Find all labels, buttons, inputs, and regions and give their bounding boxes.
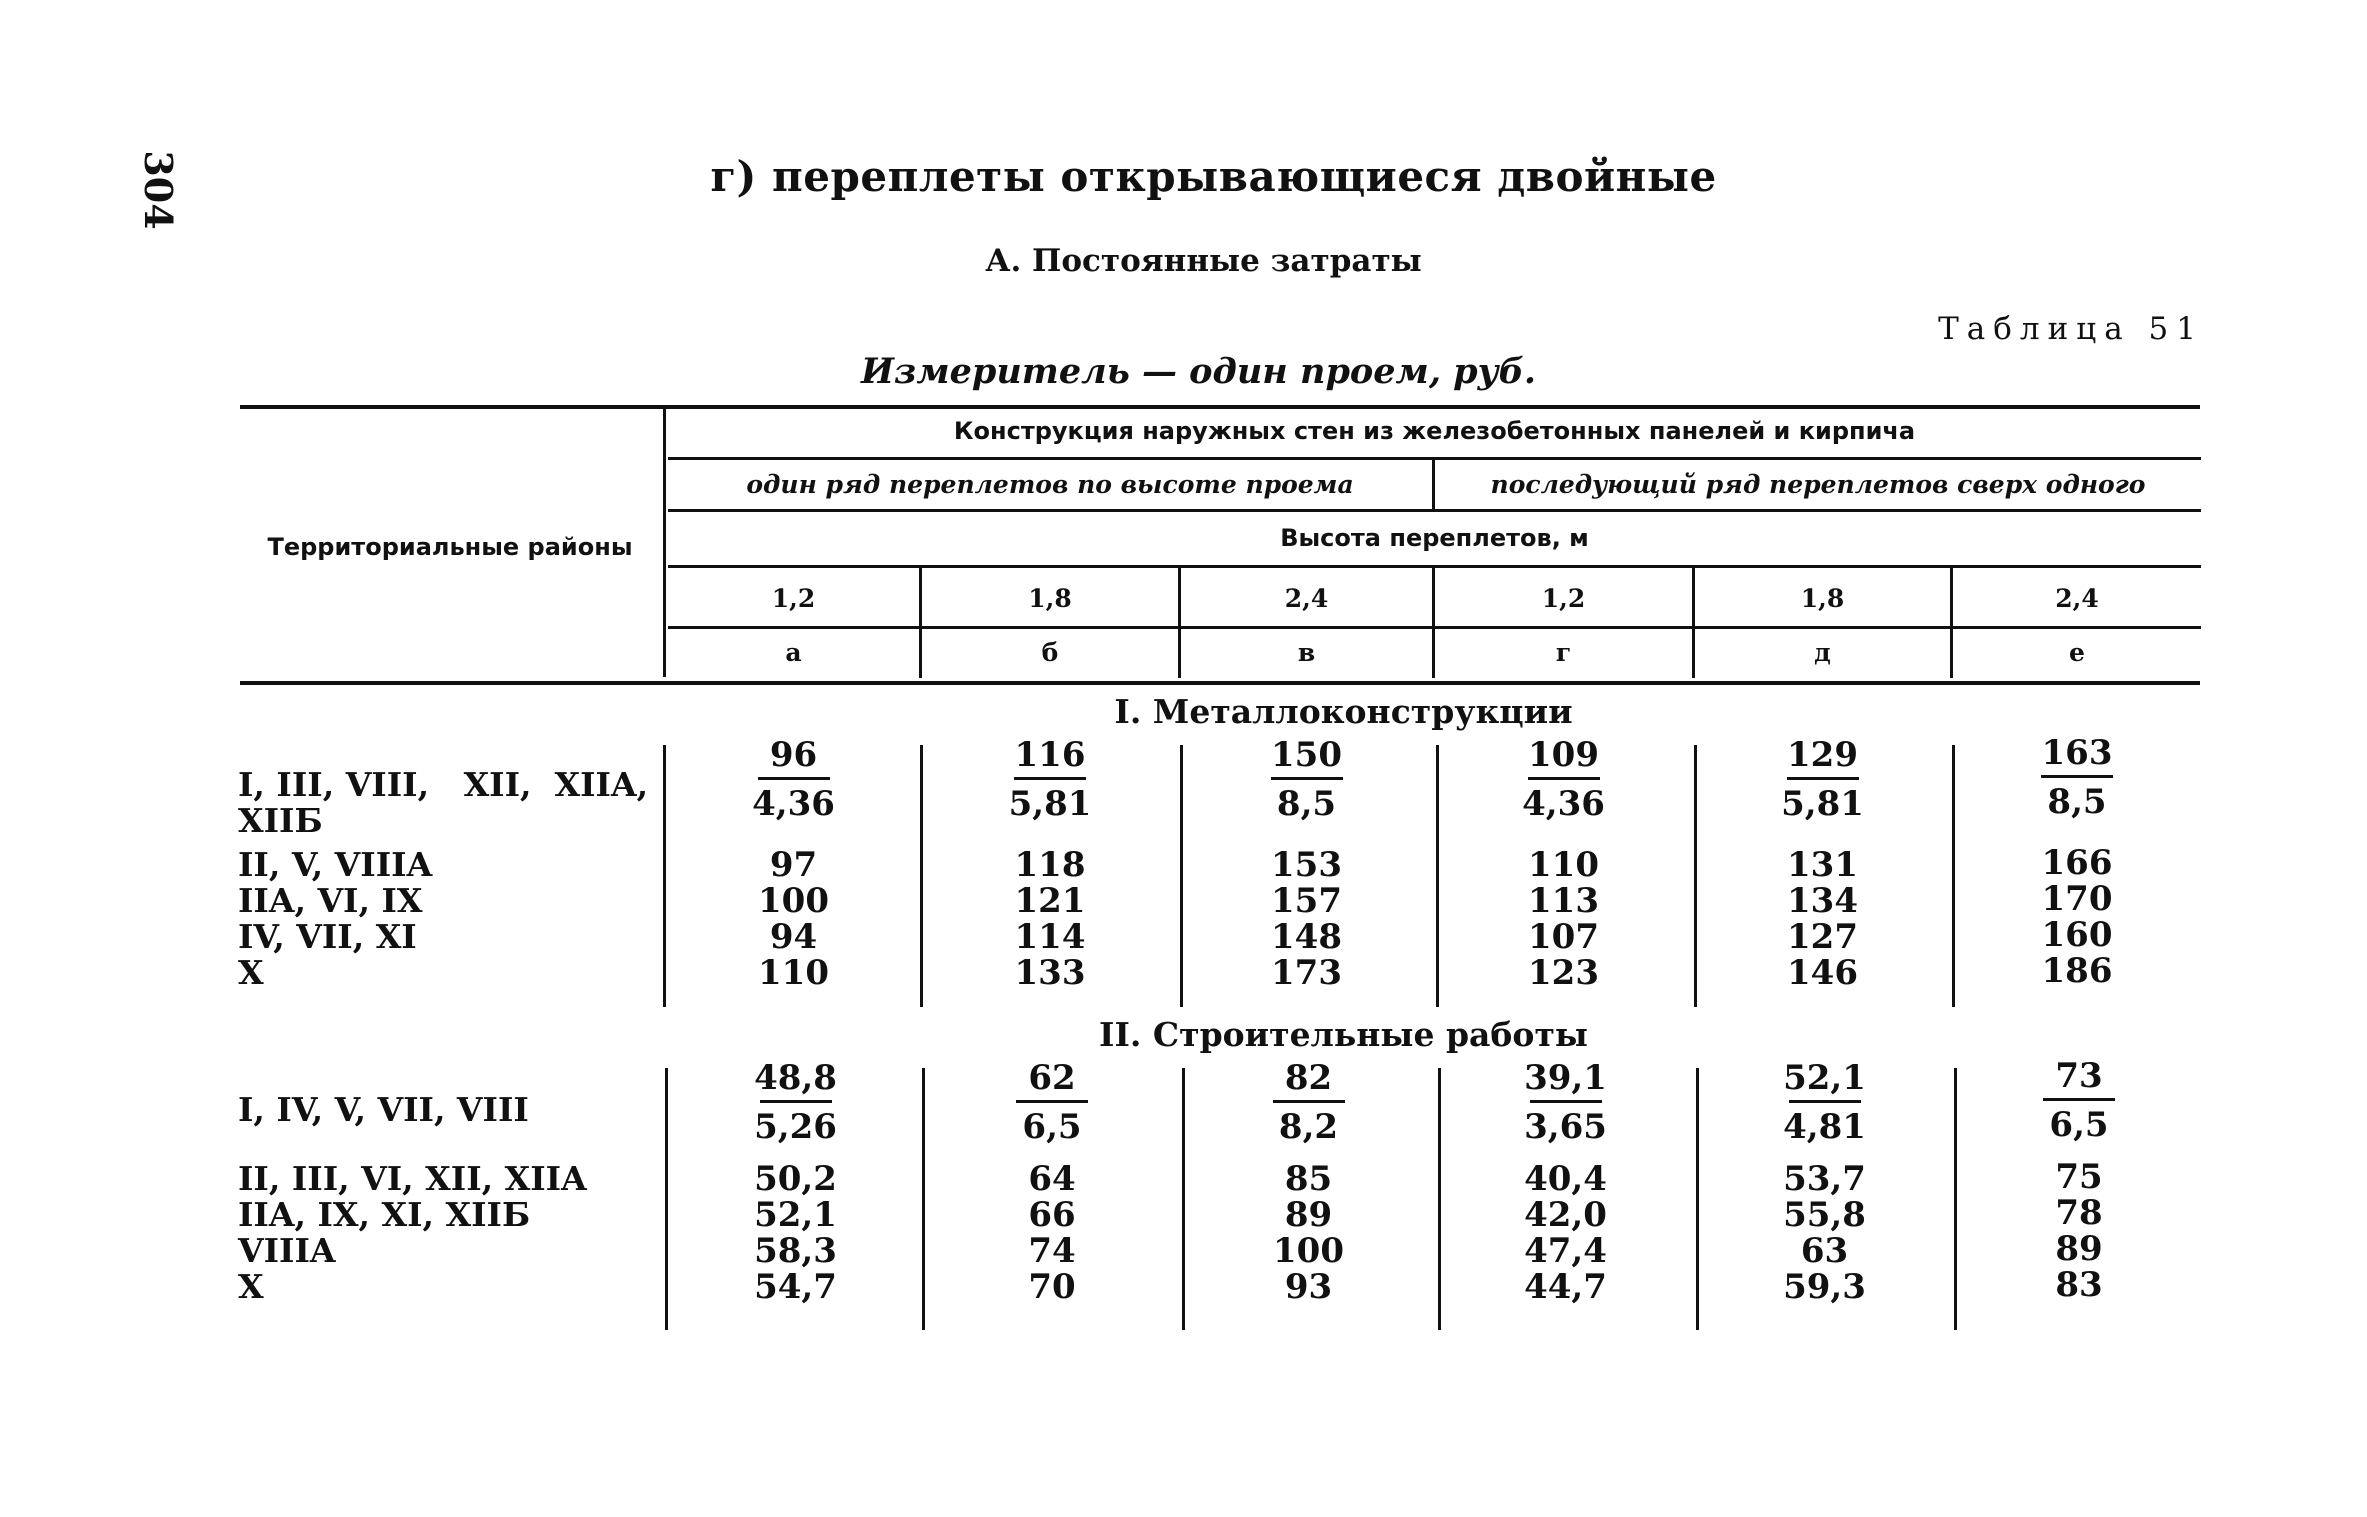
fraction-cell [1697, 1058, 1952, 1147]
table-cell: 100 [1273, 1231, 1344, 1271]
table-cell: 121 [1014, 881, 1086, 921]
body-divider [663, 745, 666, 1007]
fraction-numerator: 62 [1028, 1058, 1076, 1098]
table-cell: 44,7 [1524, 1267, 1607, 1307]
table-cell: 134 [1787, 881, 1858, 921]
height-col-b: 1,8 [1028, 584, 1072, 613]
subtitle: А. Постоянные затраты [985, 243, 1422, 279]
fraction-denominator: 4,36 [1522, 784, 1605, 824]
table-cell: 153 [1271, 845, 1342, 885]
height-col-a: 1,2 [771, 584, 816, 613]
fraction-numerator: 129 [1787, 735, 1858, 775]
fraction-cell [670, 1058, 921, 1147]
row-label: I, IV, V, VII, VIII [238, 1090, 529, 1129]
table-cell: 94 [769, 917, 818, 957]
construction-header: Конструкция наружных стен из железобетонных панелей и кирпича [953, 417, 1916, 445]
measure-unit: Измеритель — один проем, руб. [860, 351, 1537, 392]
table-cell: 50,2 [754, 1159, 837, 1199]
height-col-f: 2,4 [2055, 584, 2099, 613]
fraction-bar [1014, 777, 1086, 780]
table-cell: 40,4 [1524, 1159, 1607, 1199]
height-col-e: 1,8 [1800, 584, 1845, 613]
fraction-cell [1435, 735, 1692, 824]
fraction-bar [758, 777, 830, 780]
fraction-cell [1181, 735, 1432, 824]
row-label-line: XIIБ [238, 801, 323, 840]
header-bottom-rule [240, 681, 2200, 685]
row-header: Территориальные районы [267, 533, 633, 561]
fraction-bar [760, 1100, 832, 1103]
fraction-cell [1183, 1058, 1434, 1147]
row-label-line: I, III, VIII, XII, XIIA, [238, 765, 649, 804]
letter-col-e: д [1814, 638, 1831, 667]
fraction-denominator: 4,81 [1783, 1107, 1866, 1147]
table-cell: 55,8 [1783, 1195, 1866, 1235]
table-cell: 47,4 [1524, 1231, 1607, 1271]
fraction-denominator: 8,5 [2047, 782, 2107, 822]
table-cell: 170 [2041, 879, 2113, 919]
fraction-denominator: 4,36 [752, 784, 835, 824]
table-cell: 74 [1028, 1231, 1076, 1271]
letter-col-f: е [2069, 638, 2085, 667]
fraction-numerator: 82 [1284, 1058, 1333, 1098]
fraction-bar [1530, 1100, 1602, 1103]
fraction-numerator: 150 [1271, 735, 1342, 775]
fraction-denominator: 6,5 [2049, 1105, 2109, 1145]
table-cell: 78 [2055, 1193, 2103, 1233]
group-title-metal: I. Металлоконструкции [1114, 692, 1573, 731]
table-cell: 114 [1014, 917, 1086, 957]
fraction-bar [1016, 1100, 1088, 1103]
fraction-cell [922, 735, 1178, 824]
table-cell: 70 [1028, 1267, 1076, 1307]
fraction-numerator: 116 [1014, 735, 1086, 775]
fraction-numerator: 73 [2055, 1056, 2103, 1096]
fraction-cell [1437, 1058, 1694, 1147]
fraction-denominator: 5,81 [1008, 784, 1092, 824]
table-cell: 63 [1800, 1231, 1849, 1271]
table-cell: 113 [1528, 881, 1599, 921]
table-cell: 83 [2055, 1265, 2103, 1305]
fraction-bar [1271, 777, 1343, 780]
table-cell: 93 [1284, 1267, 1333, 1307]
fraction-denominator: 5,81 [1781, 784, 1864, 824]
row-label: IIA, VI, IX [238, 881, 423, 920]
table-cell: 66 [1028, 1195, 1076, 1235]
table-cell: 89 [1284, 1195, 1333, 1235]
fraction-bar [1787, 777, 1859, 780]
row-label: X [238, 953, 264, 992]
letter-col-a: а [785, 638, 802, 667]
page-number: 304 [136, 150, 181, 230]
table-cell: 64 [1028, 1159, 1076, 1199]
table-cell: 131 [1787, 845, 1858, 885]
fraction-numerator: 109 [1528, 735, 1599, 775]
row-label: IIA, IX, XI, XIIБ [238, 1195, 531, 1234]
table-cell: 59,3 [1783, 1267, 1866, 1307]
table-cell: 133 [1014, 953, 1086, 993]
fraction-numerator: 163 [2041, 733, 2113, 773]
table-cell: 146 [1787, 953, 1858, 993]
fraction-denominator: 8,2 [1278, 1107, 1339, 1147]
table-label: Таблица 51 [1938, 311, 2204, 347]
row-label: IV, VII, XI [238, 917, 417, 956]
row-label: X [238, 1267, 264, 1306]
fraction-bar [1789, 1100, 1861, 1103]
fraction-cell [924, 1058, 1180, 1147]
row-label [238, 767, 648, 839]
row-label: II, III, VI, XII, XIIA [238, 1159, 587, 1198]
table-cell: 127 [1787, 917, 1858, 957]
height-col-d: 1,2 [1541, 584, 1586, 613]
fraction-bar [1273, 1100, 1345, 1103]
group-next-header: последующий ряд переплетов сверх одного [1490, 470, 2146, 499]
table-cell: 53,7 [1783, 1159, 1866, 1199]
table-cell: 166 [2041, 843, 2113, 883]
row-label: II, V, VIIIA [238, 845, 433, 884]
table-cell: 89 [2055, 1229, 2103, 1269]
table-cell: 97 [769, 845, 818, 885]
fraction-cell [1953, 733, 2201, 822]
fraction-numerator: 96 [769, 735, 818, 775]
table-cell: 42,0 [1524, 1195, 1607, 1235]
table-cell: 110 [1528, 845, 1599, 885]
group-one-header: один ряд переплетов по высоте проема [746, 470, 1354, 499]
table-cell: 85 [1284, 1159, 1333, 1199]
fraction-denominator: 3,65 [1524, 1107, 1607, 1147]
table-top-rule [240, 405, 2200, 409]
fraction-numerator: 48,8 [754, 1058, 837, 1098]
header-rule-groups [668, 509, 2201, 512]
fraction-bar [2041, 775, 2113, 778]
table-cell: 160 [2041, 915, 2113, 955]
fraction-bar [1528, 777, 1600, 780]
section-title: г) переплеты открывающиеся двойные [710, 152, 1717, 201]
fraction-denominator: 8,5 [1276, 784, 1337, 824]
table-cell: 118 [1014, 845, 1086, 885]
height-header: Высота переплетов, м [1280, 524, 1589, 552]
table-cell: 52,1 [754, 1195, 837, 1235]
table-cell: 75 [2055, 1157, 2103, 1197]
fraction-numerator: 52,1 [1783, 1058, 1866, 1098]
row-label: VIIIA [238, 1231, 336, 1270]
fraction-cell [1955, 1056, 2203, 1145]
table-cell: 157 [1271, 881, 1342, 921]
letter-col-c: в [1297, 638, 1316, 667]
fraction-numerator: 39,1 [1524, 1058, 1607, 1098]
table-cell: 148 [1271, 917, 1342, 957]
group-title-construction: II. Строительные работы [1099, 1015, 1588, 1054]
table-cell: 173 [1271, 953, 1342, 993]
header-divider-rowhead [663, 409, 666, 677]
table-cell: 58,3 [754, 1231, 837, 1271]
table-cell: 110 [758, 953, 829, 993]
body-divider [665, 1068, 668, 1330]
fraction-denominator: 5,26 [754, 1107, 837, 1147]
fraction-denominator: 6,5 [1022, 1107, 1082, 1147]
table-cell: 186 [2041, 951, 2113, 991]
height-col-c: 2,4 [1284, 584, 1329, 613]
fraction-cell [668, 735, 919, 824]
table-cell: 54,7 [754, 1267, 837, 1307]
letter-col-d: г [1555, 638, 1572, 667]
table-cell: 100 [758, 881, 829, 921]
letter-col-b: б [1041, 638, 1059, 667]
fraction-cell [1695, 735, 1950, 824]
table-cell: 123 [1528, 953, 1599, 993]
fraction-bar [2043, 1098, 2115, 1101]
table-cell: 107 [1528, 917, 1599, 957]
